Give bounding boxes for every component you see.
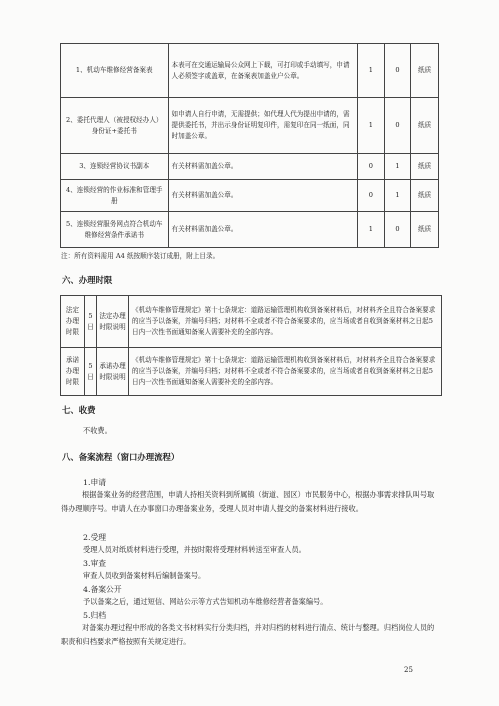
table-row (61, 44, 439, 98)
time-limit-table (60, 295, 442, 396)
step-title-publicize: 4.备案公开 (83, 585, 122, 594)
step-title-apply: 1.申请 (83, 478, 107, 487)
material-copy-count: 0 (384, 44, 411, 98)
material-name: 4、连锁经营的作业标准和管理手册 (61, 180, 169, 212)
material-desc: 如申请人自行申请，无需提供；如代理人代为提出申请的，需提供委托书，并出示身份证明复印件，需复印在同一纸面，同时加盖公章。 (168, 98, 358, 154)
section-title-time-limit: 六、办理时限 (62, 275, 113, 285)
table-row (61, 348, 442, 396)
time-limit-days: 5日 (85, 348, 97, 396)
material-copy-count: 1 (384, 180, 411, 212)
material-name: 5、连锁经营服务网点符合机动车维修经营条件承诺书 (61, 212, 169, 248)
material-copy-count: 0 (384, 98, 411, 154)
table-row (61, 154, 439, 180)
material-original-count: 0 (358, 180, 385, 212)
fee-text: 不收费。 (83, 426, 112, 435)
material-name: 3、连锁经营协议书副本 (61, 154, 169, 180)
section-title-fee: 七、收费 (62, 405, 96, 415)
table-row (61, 212, 439, 248)
table-row (61, 180, 439, 212)
material-name: 2、委托代理人（被授权经办人）身份证+委托书 (61, 98, 169, 154)
step-title-archive: 5.归档 (83, 611, 107, 620)
step-title-accept: 2.受理 (83, 533, 107, 542)
step-text-apply: 根据备案业务的经营范围，申请人持相关资料到所属镇（街道、园区）市民服务中心，根据办事需求排队叫号取得办理顺序号。申请人在办事窗口办理备案业务，受理人员对申请人提交的备案材料进行接收。 (61, 490, 435, 513)
material-original-count: 1 (358, 98, 385, 154)
material-desc: 本表可在交通运输局公众网上下载，可打印或手动填写，申请人必须签字或盖章，在备案表加盖业户公章。 (168, 44, 358, 98)
table-row (61, 98, 439, 154)
time-limit-content: 《机动车维修管理规定》第十七条规定：道路运输管理机构收到备案材料后，对材料齐全且符合备案要求的应当予以备案，并编号归档；对材料不全或者不符合备案要求的，应当场或者自收到备案材料之日起5日内一次性书面通知备案人需要补充的全部内容。 (129, 296, 442, 348)
material-type: 纸质 (411, 212, 439, 248)
material-original-count: 1 (358, 44, 385, 98)
time-limit-label: 承诺办理时限 (61, 348, 85, 396)
material-copy-count: 1 (384, 154, 411, 180)
material-type: 纸质 (411, 44, 439, 98)
step-text-archive: 对备案办理过程中形成的各类文书材料实行分类归档，并对归档的材料进行清点、统计与整理。归档岗位人员的职责和归档要求严格按照有关规定进行。 (61, 623, 435, 646)
material-type: 纸质 (411, 180, 439, 212)
materials-table (60, 43, 439, 248)
material-original-count: 0 (358, 154, 385, 180)
binding-note: 注：所有资料需用 A4 纸按顺序装订成册，附上目录。 (61, 252, 220, 260)
time-limit-label: 法定办理时限 (61, 296, 85, 348)
material-desc: 有关材料需加盖公章。 (168, 180, 358, 212)
material-desc: 有关材料需加盖公章。 (168, 212, 358, 248)
material-copy-count: 0 (384, 212, 411, 248)
material-original-count: 1 (358, 212, 385, 248)
step-text-publicize: 予以备案之后，通过短信、网站公示等方式告知机动车维修经营者备案编号。 (83, 597, 328, 606)
time-limit-days: 5日 (85, 296, 97, 348)
material-type: 纸质 (411, 98, 439, 154)
table-row (61, 296, 442, 348)
step-title-review: 3.审查 (83, 559, 107, 568)
material-name: 1、机动车维修经营备案表 (61, 44, 169, 98)
material-type: 纸质 (411, 154, 439, 180)
material-desc: 有关材料需加盖公章。 (168, 154, 358, 180)
step-text-accept: 受理人员对纸质材料进行受理，并按时限将受理材料转送至审查人员。 (83, 545, 306, 554)
section-title-process: 八、备案流程（窗口办理流程） (62, 452, 180, 462)
page-number: 25 (404, 666, 413, 674)
time-limit-basis-label: 法定办理时限说明 (97, 296, 129, 348)
time-limit-basis-label: 承诺办理时限说明 (97, 348, 129, 396)
step-text-review: 审查人员收到备案材料后编制备案号。 (83, 571, 206, 580)
time-limit-content: 《机动车维修管理规定》第十七条规定：道路运输管理机构收到备案材料后，对材料齐全且符合备案要求的应当予以备案，并编号归档；对材料不全或者不符合备案要求的，应当场或者自收到备案材料之日起5日内一次性书面通知备案人需要补充的全部内容。 (129, 348, 442, 396)
